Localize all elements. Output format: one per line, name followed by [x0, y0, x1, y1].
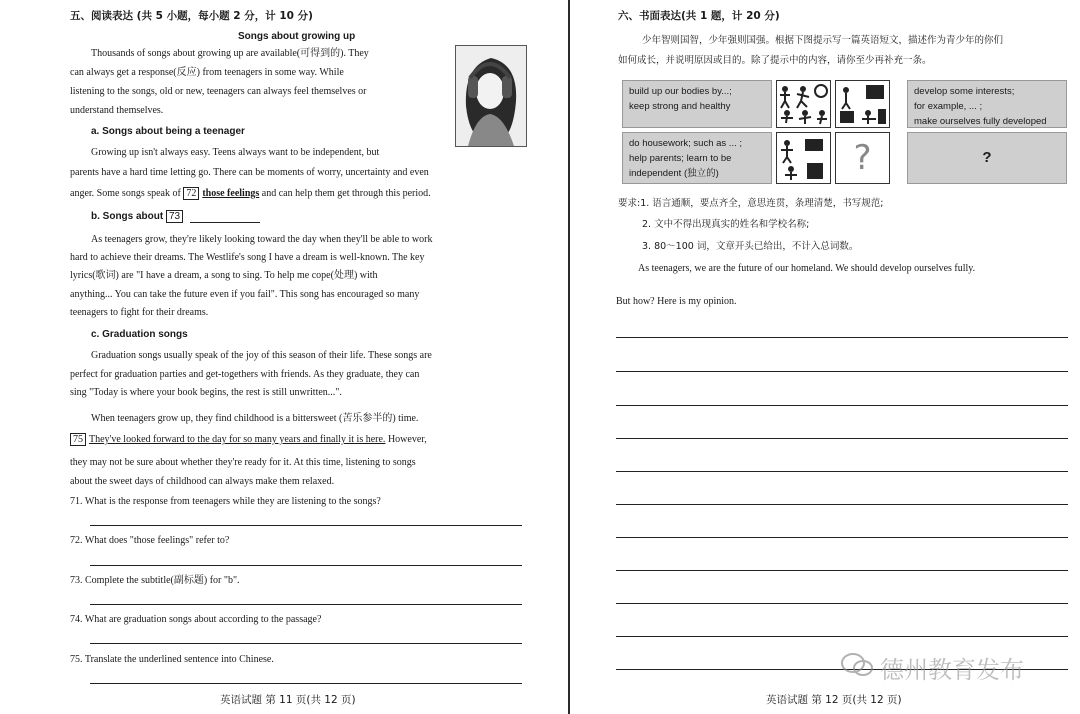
writing-line[interactable] [616, 471, 1068, 472]
answer-line-75[interactable] [90, 683, 522, 684]
writing-line[interactable] [616, 438, 1068, 439]
p2-line1: Growing up isn't always easy. Teens always want to be independent, but [91, 147, 380, 158]
p5-line1: When teenagers grow up, they find childhood is a bittersweet (苦乐参半的) time. [91, 413, 419, 424]
question-73: 73. Complete the subtitle(副标题) for "b". [70, 575, 240, 586]
right-footer: 英语试题 第 12 页(共 12 页) [766, 694, 902, 706]
sports-icon [776, 80, 831, 128]
subtitle-a: a. Songs about being a teenager [91, 126, 245, 137]
music-art-icon [835, 80, 890, 128]
those-feelings-underlined: those feelings [202, 188, 260, 199]
hint-box-exercise: build up our bodies by...; keep strong and healthy [622, 80, 772, 128]
writing-line[interactable] [616, 603, 1068, 604]
writing-line[interactable] [616, 537, 1068, 538]
hint-box-interests: develop some interests; for example, ... ; make ourselves fully developed [907, 80, 1067, 128]
p2-line3: anger. Some songs speak of 72 those feelings and can help them get through this period. [70, 188, 431, 199]
writing-line[interactable] [616, 337, 1068, 338]
writing-line[interactable] [616, 636, 1068, 637]
section-5-title: 五、阅读表达 (共 5 小题，每小题 2 分，计 10 分) [70, 10, 313, 22]
right-page [578, 0, 1080, 714]
writing-line[interactable] [616, 570, 1068, 571]
girl-headphones-image [455, 45, 527, 147]
question-74: 74. What are graduation songs about according to the passage? [70, 614, 322, 625]
requirement-3: 3. 80～100 词，文章开头已给出，不计入总词数。 [642, 241, 859, 252]
writing-line[interactable] [616, 405, 1068, 406]
p4-line1: Graduation songs usually speak of the joy of this season of their life. These songs are [91, 350, 432, 361]
p1-line1: Thousands of songs about growing up are available(可得到的). They [91, 48, 369, 59]
answer-line-73[interactable] [90, 604, 522, 605]
wechat-icon [840, 652, 874, 678]
requirement-2: 2. 文中不得出现真实的姓名和学校名称; [642, 219, 810, 230]
writing-line[interactable] [616, 371, 1068, 372]
p4-line3: sing "Today is where your book begins, the rest is still unwritten...". [70, 387, 342, 398]
question-72: 72. What does "those feelings" refer to? [70, 535, 230, 546]
p1-line2: can always get a response(反应) from teenagers in some way. While [70, 67, 344, 78]
question-71: 71. What is the response from teenagers while they are listening to the songs? [70, 496, 381, 507]
p3-line4: anything... You can take the future even if you fail". This song has encouraged so many [70, 289, 420, 300]
blank-75-box: 75 [70, 433, 86, 446]
left-footer: 英语试题 第 11 页(共 12 页) [220, 694, 356, 706]
question-mark-icon: ? [835, 132, 890, 184]
blank-73-box: 73 [166, 210, 183, 223]
subtitle-c: c. Graduation songs [91, 329, 188, 340]
answer-line-71[interactable] [90, 525, 522, 526]
answer-line-74[interactable] [90, 643, 522, 644]
requirement-1: 要求:1. 语言通顺，要点齐全，意思连贯，条理清楚，书写规范; [618, 198, 884, 209]
p1-line4: understand themselves. [70, 105, 164, 116]
page-divider [568, 0, 570, 714]
subtitle-b: b. Songs about 73 [91, 210, 186, 223]
section-6-title: 六、书面表达(共 1 题，计 20 分) [618, 10, 780, 22]
p4-line2: perfect for graduation parties and get-togethers with friends. As they graduate, they can [70, 369, 420, 380]
p2-line2: parents have a hard time letting go. There can be moments of worry, uncertainty and even [70, 167, 429, 178]
p5-line3: they may not be sure about whether they're ready for it. At this time, listening to songs [70, 457, 416, 468]
p3-line2: hard to achieve their dreams. The Westlife's song I have a dream is well-known. The key [70, 252, 425, 263]
p3-line1: As teenagers grow, they're likely looking toward the day when they'll be able to work [91, 234, 433, 245]
blank-72-box: 72 [183, 187, 199, 200]
intro-line1: 少年智则国智，少年强则国强。根据下图提示写一篇英语短文，描述作为青少年的你们 [642, 35, 1004, 46]
hint-box-housework: do housework; such as ... ; help parents; learn to be independent (独立的) [622, 132, 772, 184]
p3-line3: lyrics(歌词) are "I have a dream, a song to sing. To help me cope(处理) with [70, 270, 378, 281]
housework-icon [776, 132, 831, 184]
essay-opening-1: As teenagers, we are the future of our homeland. We should develop ourselves fully. [638, 263, 976, 274]
question-75: 75. Translate the underlined sentence into Chinese. [70, 654, 274, 665]
watermark-text: 德州教育发布 [880, 656, 1024, 684]
p5-line2: 75 They've looked forward to the day for so many years and finally it is here. However, [70, 433, 427, 446]
passage-title: Songs about growing up [238, 31, 356, 42]
hint-box-blank: ? [907, 132, 1067, 184]
p3-line5: teenagers to fight for their dreams. [70, 307, 209, 318]
p1-line3: listening to the songs, old or new, teenagers can always feel themselves or [70, 86, 367, 97]
blank-73-line [190, 222, 260, 223]
answer-line-72[interactable] [90, 565, 522, 566]
p5-line4: about the sweet days of childhood can always make them relaxed. [70, 476, 335, 487]
writing-line[interactable] [616, 504, 1068, 505]
essay-opening-2: But how? Here is my opinion. [616, 296, 737, 307]
intro-line2: 如何成长，并说明原因或目的。除了提示中的内容，请你至少再补充一条。 [618, 55, 932, 66]
underlined-sentence: They've looked forward to the day for so many years and finally it is here. [89, 434, 386, 445]
